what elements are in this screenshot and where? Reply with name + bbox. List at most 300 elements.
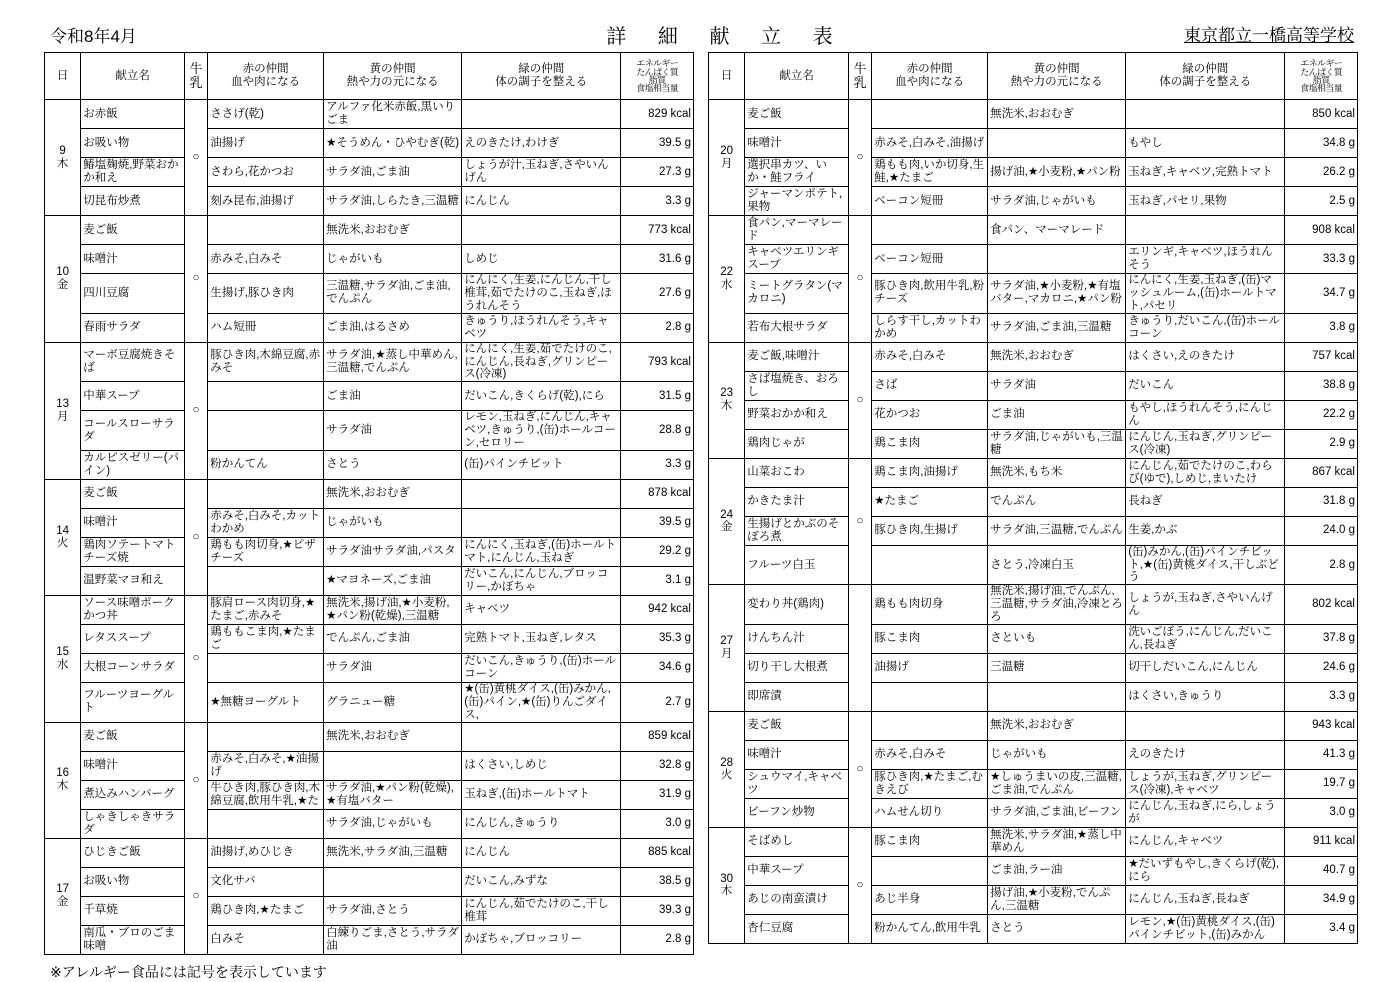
day-cell — [709, 827, 745, 943]
nutrition-value: 757 kcal — [1285, 342, 1358, 371]
nutrition-value: 34.9 g — [1285, 885, 1358, 914]
day-weekday: 木 — [56, 780, 69, 792]
dish-name: コールスローサラダ — [81, 411, 185, 451]
ingredients-red: 鶏ももこま肉,★たまご — [208, 624, 324, 653]
ingredients-red: 牛ひき肉,豚ひき肉,木綿豆腐,飲用牛乳,★た — [208, 780, 324, 809]
ingredients-red — [208, 809, 324, 838]
ingredients-red: 鶏こま肉 — [872, 429, 988, 458]
ingredients-yellow: さといも — [988, 624, 1126, 653]
nutrition-value: 942 kcal — [621, 595, 694, 624]
table-row — [45, 722, 694, 751]
ingredients-red: 豚肩ロース肉切身,★たまご,赤みそ — [208, 595, 324, 624]
ingredients-green — [462, 100, 621, 129]
table-row — [45, 867, 694, 896]
dish-name: お吸い物 — [81, 867, 185, 896]
ingredients-green: ★だいずもやし,きくらげ(乾),にら — [1126, 856, 1285, 885]
ingredients-green: だいこん — [1126, 371, 1285, 400]
ingredients-red: 刻み昆布,油揚げ — [208, 187, 324, 216]
nutrition-value: 3.1 g — [621, 566, 694, 595]
nutrition-value: 38.5 g — [621, 867, 694, 896]
table-row — [709, 458, 1358, 487]
day-number: 27 — [720, 635, 734, 648]
nutrition-value: 24.0 g — [1285, 516, 1358, 545]
nutrition-value: 793 kcal — [621, 342, 694, 382]
nutrition-value: 39.5 g — [621, 508, 694, 537]
day-number: 22 — [720, 265, 734, 278]
ingredients-green: レモン,玉ねぎ,にんじん,キャベツ,きゅうり,(缶)ホールコーン,セロリー — [462, 411, 621, 451]
day-weekday: 金 — [720, 521, 733, 534]
table-row — [709, 429, 1358, 458]
ingredients-red: 赤みそ,白みそ,★油揚げ — [208, 751, 324, 780]
table-row — [45, 653, 694, 682]
ingredients-green: にんじん,きゅうり — [462, 809, 621, 838]
school-name: 東京都立一橋高等学校 — [1184, 26, 1354, 45]
ingredients-red: 花かつお — [872, 400, 988, 429]
col-header-day: 日 — [709, 53, 745, 100]
dish-name: 中華スープ — [81, 382, 185, 411]
ingredients-yellow: サラダ油 — [324, 411, 462, 451]
nutrition-value: 2.7 g — [621, 682, 694, 722]
day-number: 16 — [56, 767, 70, 780]
ingredients-red: 豚こま肉 — [872, 827, 988, 856]
milk-mark: ○ — [185, 479, 208, 595]
ingredients-red — [872, 711, 988, 740]
table-row — [45, 595, 694, 624]
col-header-fat: 脂質 — [1312, 75, 1330, 85]
nutrition-value: 39.3 g — [621, 896, 694, 925]
dish-name: あじの南蛮漬け — [745, 885, 849, 914]
table-row — [709, 158, 1358, 187]
ingredients-green — [1126, 100, 1285, 129]
ingredients-red: 豚ひき肉,★たまご,むきえび — [872, 769, 988, 798]
nutrition-value: 31.8 g — [1285, 487, 1358, 516]
ingredients-yellow: じゃがいも — [324, 245, 462, 274]
day-number: 14 — [56, 524, 70, 537]
day-cell — [45, 342, 81, 479]
col-header-green-line1: 緑の仲間 — [518, 63, 565, 76]
ingredients-red: 粉かんてん,飲用牛乳 — [872, 914, 988, 943]
milk-mark: ○ — [185, 838, 208, 954]
ingredients-yellow: 無洗米,おおむぎ — [988, 342, 1126, 371]
ingredients-red — [208, 479, 324, 508]
ingredients-green: だいこん,きくらげ(乾),にら — [462, 382, 621, 411]
table-row — [45, 479, 694, 508]
col-header-red-line2: 血や肉になる — [895, 76, 965, 88]
col-header-yellow-line1: 黄の仲間 — [369, 63, 416, 76]
dish-name: フルーツヨーグルト — [81, 682, 185, 722]
ingredients-yellow: 無洗米,もち米 — [988, 458, 1126, 487]
table-row — [709, 516, 1358, 545]
table-row — [45, 809, 694, 838]
ingredients-green: えのきたけ,わけぎ — [462, 129, 621, 158]
dish-name: 温野菜マヨ和え — [81, 566, 185, 595]
month-label: 令和8年4月 — [50, 27, 137, 46]
day-cell — [45, 595, 81, 722]
col-header-red-line1: 赤の仲間 — [906, 63, 953, 76]
ingredients-red — [208, 382, 324, 411]
page-title: 詳 細 献 立 表 — [606, 26, 846, 48]
table-row — [45, 158, 694, 187]
nutrition-value: 867 kcal — [1285, 458, 1358, 487]
ingredients-green: もやし — [1126, 129, 1285, 158]
ingredients-red: ささげ(乾) — [208, 100, 324, 129]
table-row — [709, 342, 1358, 371]
milk-mark — [849, 585, 872, 712]
dish-name: ミートグラタン(マカロニ) — [745, 274, 849, 314]
dish-name: 麦ご飯 — [745, 711, 849, 740]
ingredients-red: 油揚げ — [872, 653, 988, 682]
day-cell — [709, 216, 745, 343]
dish-name: 山菜おこわ — [745, 458, 849, 487]
table-row — [45, 100, 694, 129]
nutrition-value: 2.8 g — [621, 313, 694, 342]
ingredients-red: ハム短冊 — [208, 313, 324, 342]
dish-name: 味噌汁 — [81, 245, 185, 274]
table-row — [709, 914, 1358, 943]
ingredients-yellow — [988, 682, 1126, 711]
ingredients-yellow: 無洗米,揚げ油,★小麦粉,★パン粉(乾燥),三温糖 — [324, 595, 462, 624]
dish-name: 麦ご飯 — [81, 479, 185, 508]
dish-name: 千草焼 — [81, 896, 185, 925]
dish-name: 大根コーンサラダ — [81, 653, 185, 682]
dish-name: レタススープ — [81, 624, 185, 653]
ingredients-yellow: 三温糖,サラダ油,ごま油,でんぷん — [324, 274, 462, 314]
allergy-footnote: ※アレルギー食品には記号を表示しています — [50, 963, 327, 980]
nutrition-value: 3.0 g — [621, 809, 694, 838]
nutrition-value: 859 kcal — [621, 722, 694, 751]
ingredients-red — [208, 722, 324, 751]
nutrition-value: 850 kcal — [1285, 100, 1358, 129]
ingredients-yellow — [324, 867, 462, 896]
day-cell — [45, 479, 81, 595]
ingredients-yellow — [988, 129, 1126, 158]
col-header-energy: エネルギー — [636, 58, 679, 69]
menu-tables — [44, 52, 1358, 955]
menu-table-right — [708, 52, 1358, 944]
ingredients-yellow: ごま油 — [324, 382, 462, 411]
col-header-yellow-line1: 黄の仲間 — [1033, 63, 1080, 76]
ingredients-yellow: アルファ化米赤飯,黒いりごま — [324, 100, 462, 129]
milk-mark: ○ — [185, 722, 208, 838]
table-row — [709, 245, 1358, 274]
table-row — [709, 274, 1358, 314]
col-header-day: 日 — [45, 53, 81, 100]
ingredients-green: にんじん,キャベツ — [1126, 827, 1285, 856]
ingredients-yellow: ごま油,ラー油 — [988, 856, 1126, 885]
dish-name: 即席漬 — [745, 682, 849, 711]
dish-name: 選択串カツ、いか・鮭フライ — [745, 158, 849, 187]
table-row — [709, 856, 1358, 885]
col-header-milk-char1: 牛 — [853, 61, 867, 77]
ingredients-green: 玉ねぎ,キャベツ,完熟トマト — [1126, 158, 1285, 187]
day-cell — [709, 458, 745, 585]
ingredients-green — [462, 508, 621, 537]
nutrition-value: 3.3 g — [621, 187, 694, 216]
nutrition-value: 3.4 g — [1285, 914, 1358, 943]
dish-name: お赤飯 — [81, 100, 185, 129]
ingredients-red: さわら,花かつお — [208, 158, 324, 187]
table-row — [45, 780, 694, 809]
col-header-menu-name: 献立名 — [745, 53, 849, 100]
ingredients-green: だいこん,にんじん,ブロッコリー,かぼちゃ — [462, 566, 621, 595]
day-weekday: 水 — [720, 278, 733, 291]
milk-mark: ○ — [849, 342, 872, 458]
dish-name: 変わり丼(鶏肉) — [745, 585, 849, 625]
nutrition-value: 3.0 g — [1285, 798, 1358, 827]
milk-mark: ○ — [849, 458, 872, 585]
ingredients-yellow: サラダ油,★小麦粉,★有塩バター,マカロニ,★パン粉 — [988, 274, 1126, 314]
ingredients-yellow: 無洗米,おおむぎ — [324, 216, 462, 245]
col-header-milk-char2: 乳 — [189, 75, 203, 90]
nutrition-value: 2.8 g — [621, 925, 694, 954]
ingredients-yellow: サラダ油,じゃがいも — [988, 187, 1126, 216]
ingredients-green: にんじん,玉ねぎ,グリンピース(冷凍) — [1126, 429, 1285, 458]
day-weekday: 金 — [56, 278, 69, 291]
ingredients-red: ベーコン短冊 — [872, 187, 988, 216]
ingredients-green: にんじん — [462, 838, 621, 867]
dish-name: そばめし — [745, 827, 849, 856]
ingredients-yellow: 無洗米,サラダ油,★蒸し中華めん — [988, 827, 1126, 856]
ingredients-red: 生揚げ,豚ひき肉 — [208, 274, 324, 314]
table-row — [709, 545, 1358, 585]
ingredients-yellow: 三温糖 — [988, 653, 1126, 682]
dish-name: 四川豆腐 — [81, 274, 185, 314]
ingredients-red: さば — [872, 371, 988, 400]
ingredients-red: ★無糖ヨーグルト — [208, 682, 324, 722]
ingredients-green: かぼちゃ,ブロッコリー — [462, 925, 621, 954]
col-header-protein: たんぱく質 — [1300, 67, 1343, 77]
ingredients-green: にんじん,玉ねぎ,長ねぎ — [1126, 885, 1285, 914]
nutrition-value: 878 kcal — [621, 479, 694, 508]
ingredients-green: にんにく,生姜,にんじん,干し椎茸,茹でたけのこ,玉ねぎ,ほうれんそう — [462, 274, 621, 314]
ingredients-yellow: グラニュー糖 — [324, 682, 462, 722]
table-header-right — [709, 53, 1358, 100]
ingredients-red: 鶏もも肉,いか切身,生鮭,★たまご — [872, 158, 988, 187]
day-number: 30 — [720, 872, 734, 885]
table-row — [45, 537, 694, 566]
ingredients-yellow: さとう,冷凍白玉 — [988, 545, 1126, 585]
nutrition-value: 885 kcal — [621, 838, 694, 867]
day-weekday: 火 — [56, 537, 69, 550]
dish-name: 麦ご飯,味噌汁 — [745, 342, 849, 371]
col-header-fat: 脂質 — [648, 75, 666, 85]
table-row — [709, 187, 1358, 216]
ingredients-green: きゅうり,ほうれんそう,キャベツ — [462, 313, 621, 342]
ingredients-green: 切干しだいこん,にんじん — [1126, 653, 1285, 682]
ingredients-green: (缶)パインチビット — [462, 450, 621, 479]
day-number: 20 — [720, 144, 734, 157]
dish-name: 春雨サラダ — [81, 313, 185, 342]
nutrition-value: 802 kcal — [1285, 585, 1358, 625]
col-header-salt: 食塩相当量 — [636, 83, 679, 93]
table-row — [45, 411, 694, 451]
day-cell — [709, 342, 745, 458]
ingredients-yellow: サラダ油,しらたき,三温糖 — [324, 187, 462, 216]
ingredients-green — [1126, 216, 1285, 245]
ingredients-green: しめじ — [462, 245, 621, 274]
table-row — [45, 216, 694, 245]
ingredients-green: 生姜,かぶ — [1126, 516, 1285, 545]
nutrition-value: 33.3 g — [1285, 245, 1358, 274]
ingredients-yellow: 揚げ油,★小麦粉,でんぷん,三温糖 — [988, 885, 1126, 914]
ingredients-green: しょうが,玉ねぎ,さやいんげん — [1126, 585, 1285, 625]
col-header-nutrition — [621, 53, 694, 100]
ingredients-red: 文化サバ — [208, 867, 324, 896]
table-row — [45, 245, 694, 274]
ingredients-red: ★たまご — [872, 487, 988, 516]
nutrition-value: 28.8 g — [621, 411, 694, 451]
dish-name: 生揚げとかぶのそぼろ煮 — [745, 516, 849, 545]
ingredients-yellow: 無洗米,揚げ油,でんぷん,三温糖,サラダ油,冷凍とろろ — [988, 585, 1126, 625]
dish-name: 若布大根サラダ — [745, 313, 849, 342]
table-row — [709, 400, 1358, 429]
day-cell — [709, 100, 745, 216]
ingredients-red — [208, 411, 324, 451]
dish-name: 味噌汁 — [81, 508, 185, 537]
table-row — [709, 653, 1358, 682]
dish-name: 鰆塩麹焼,野菜おかか和え — [81, 158, 185, 187]
dish-name: ソース味噌ポークかつ丼 — [81, 595, 185, 624]
nutrition-value: 829 kcal — [621, 100, 694, 129]
milk-mark: ○ — [849, 827, 872, 943]
ingredients-green: にんじん — [462, 187, 621, 216]
table-body-left — [45, 100, 694, 955]
ingredients-red: 赤みそ,白みそ — [872, 342, 988, 371]
ingredients-yellow: じゃがいも — [324, 508, 462, 537]
ingredients-green: にんじん,玉ねぎ,にら,しょうが — [1126, 798, 1285, 827]
col-header-red — [208, 53, 324, 100]
dish-name: 麦ご飯 — [81, 216, 185, 245]
day-weekday: 金 — [56, 896, 69, 908]
ingredients-green: エリンギ,キャベツ,ほうれんそう — [1126, 245, 1285, 274]
ingredients-yellow: ごま油 — [988, 400, 1126, 429]
col-header-menu-name: 献立名 — [81, 53, 185, 100]
col-header-yellow-line2: 熱や力の元になる — [1010, 76, 1103, 88]
ingredients-red — [208, 653, 324, 682]
day-number: 23 — [720, 387, 734, 400]
table-row — [45, 925, 694, 954]
col-header-red-line1: 赤の仲間 — [242, 63, 289, 76]
ingredients-green: 玉ねぎ,(缶)ホールトマト — [462, 780, 621, 809]
dish-name: さば塩焼き、おろし — [745, 371, 849, 400]
ingredients-yellow — [988, 245, 1126, 274]
day-weekday: 木 — [720, 885, 733, 898]
ingredients-green: (缶)みかん,(缶)パインチビット,★(缶)黄桃ダイス,干しぶどう — [1126, 545, 1285, 585]
table-row — [45, 313, 694, 342]
ingredients-red: 鶏ひき肉,★たまご — [208, 896, 324, 925]
ingredients-green — [462, 216, 621, 245]
nutrition-value: 3.3 g — [1285, 682, 1358, 711]
table-row — [45, 682, 694, 722]
nutrition-value: 943 kcal — [1285, 711, 1358, 740]
ingredients-yellow: 白練りごま,さとう,サラダ油 — [324, 925, 462, 954]
nutrition-value: 29.2 g — [621, 537, 694, 566]
ingredients-red — [208, 216, 324, 245]
day-cell — [45, 722, 81, 838]
col-header-milk — [849, 53, 872, 100]
ingredients-red — [872, 216, 988, 245]
ingredients-red — [872, 100, 988, 129]
nutrition-value: 31.5 g — [621, 382, 694, 411]
ingredients-green: 洗いごぼう,にんじん,だいこん,長ねぎ — [1126, 624, 1285, 653]
ingredients-yellow: サラダ油,さとう — [324, 896, 462, 925]
milk-mark: ○ — [849, 216, 872, 343]
ingredients-red: あじ半身 — [872, 885, 988, 914]
ingredients-red — [872, 545, 988, 585]
table-row — [45, 450, 694, 479]
nutrition-value: 2.5 g — [1285, 187, 1358, 216]
table-row — [709, 129, 1358, 158]
day-cell — [45, 100, 81, 216]
day-weekday: 火 — [720, 769, 733, 782]
nutrition-value: 31.6 g — [621, 245, 694, 274]
nutrition-value: 2.9 g — [1285, 429, 1358, 458]
ingredients-green: にんじん,茹でたけのこ,わらび(ゆで),しめじ,まいたけ — [1126, 458, 1285, 487]
table-row — [709, 371, 1358, 400]
ingredients-red: 赤みそ,白みそ — [872, 740, 988, 769]
ingredients-yellow: でんぷん,ごま油 — [324, 624, 462, 653]
nutrition-value: 35.3 g — [621, 624, 694, 653]
ingredients-yellow: 食パン、マーマレード — [988, 216, 1126, 245]
day-number: 24 — [720, 508, 734, 521]
table-row — [45, 896, 694, 925]
col-header-milk-char2: 乳 — [853, 75, 867, 90]
table-row — [709, 827, 1358, 856]
ingredients-red: 粉かんてん — [208, 450, 324, 479]
ingredients-red: 鶏もも肉切身 — [872, 585, 988, 625]
col-header-red — [872, 53, 988, 100]
table-row — [709, 769, 1358, 798]
ingredients-yellow: サラダ油サラダ油,パスタ — [324, 537, 462, 566]
milk-mark: ○ — [185, 216, 208, 343]
table-row — [709, 711, 1358, 740]
nutrition-value: 773 kcal — [621, 216, 694, 245]
dish-name: カルピスゼリー(パイン) — [81, 450, 185, 479]
nutrition-value: 26.2 g — [1285, 158, 1358, 187]
ingredients-yellow: サラダ油,じゃがいも,三温糖 — [988, 429, 1126, 458]
day-cell — [709, 711, 745, 827]
nutrition-value: 39.5 g — [621, 129, 694, 158]
ingredients-green: にんにく,生姜,茹でたけのこ,にんじん,長ねぎ,グリンピース(冷凍) — [462, 342, 621, 382]
ingredients-green: もやし,ほうれんそう,にんじん — [1126, 400, 1285, 429]
dish-name: シュウマイ,キャベツ — [745, 769, 849, 798]
dish-name: 鶏肉じゃが — [745, 429, 849, 458]
ingredients-green: 完熟トマト,玉ねぎ,レタス — [462, 624, 621, 653]
ingredients-green: 玉ねぎ,パセリ,果物 — [1126, 187, 1285, 216]
ingredients-green: はくさい,えのきたけ — [1126, 342, 1285, 371]
dish-name: しゃきしゃきサラダ — [81, 809, 185, 838]
table-header-left — [45, 53, 694, 100]
table-row — [709, 682, 1358, 711]
nutrition-value: 3.3 g — [621, 450, 694, 479]
ingredients-yellow: さとう — [324, 450, 462, 479]
ingredients-yellow: 揚げ油,★小麦粉,★パン粉 — [988, 158, 1126, 187]
nutrition-value: 27.3 g — [621, 158, 694, 187]
table-row — [709, 216, 1358, 245]
nutrition-value: 2.8 g — [1285, 545, 1358, 585]
dish-name: ビーフン炒物 — [745, 798, 849, 827]
nutrition-value: 908 kcal — [1285, 216, 1358, 245]
day-number: 10 — [56, 265, 70, 278]
ingredients-green — [1126, 711, 1285, 740]
col-header-protein: たんぱく質 — [636, 67, 679, 77]
ingredients-green: きゅうり,だいこん,(缶)ホールコーン — [1126, 313, 1285, 342]
dish-name: 杏仁豆腐 — [745, 914, 849, 943]
ingredients-yellow: サラダ油,三温糖,でんぷん — [988, 516, 1126, 545]
day-cell — [45, 838, 81, 954]
ingredients-yellow: 無洗米,おおむぎ — [324, 479, 462, 508]
table-row — [709, 624, 1358, 653]
